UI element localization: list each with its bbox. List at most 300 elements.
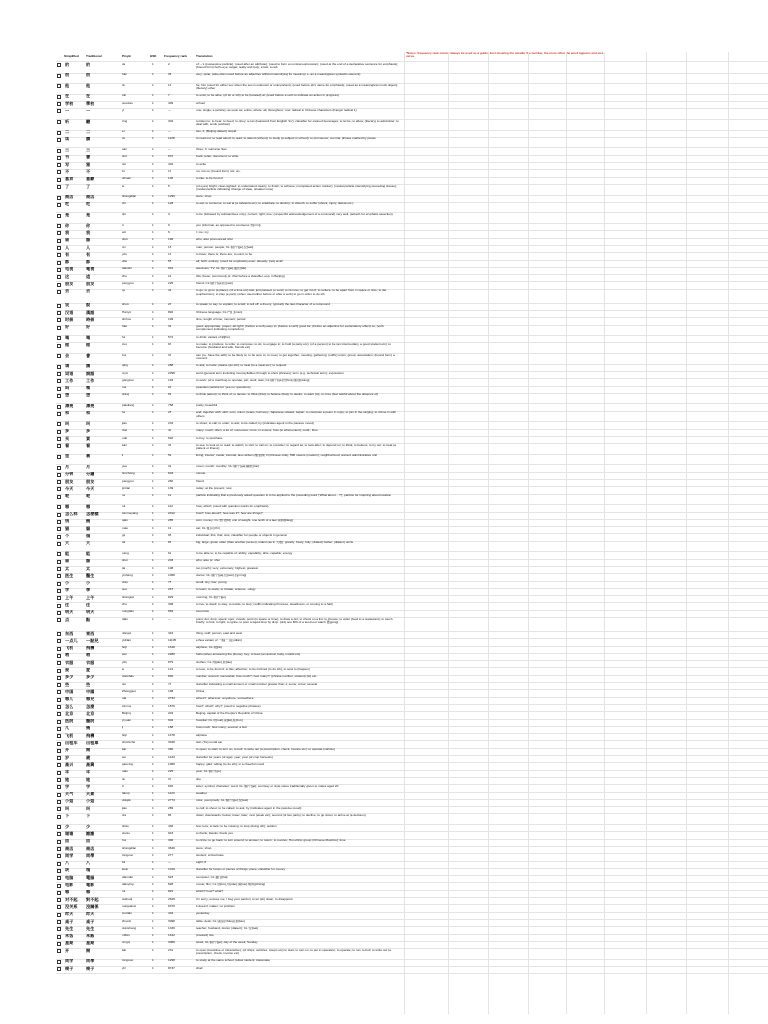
row-checkbox[interactable] [57,372,61,376]
row-checkbox[interactable] [57,365,61,369]
translation-cell: big; large; great; older (than another person); eldest (as in 大姐); greatly; freely; fully; (dialect) father; (dialect) uncle [196,541,354,545]
row-checkbox[interactable] [57,705,61,709]
hsk-cell: 1 [152,934,154,938]
hsk-cell: 1 [152,494,154,498]
translation-cell: airplane; CL:架[jià] [196,646,222,650]
frequency-cell: — [168,861,172,865]
row-checkbox[interactable] [57,876,61,880]
translation-cell: television; TV; CL:個|个[gè],臺|台[tái] [196,267,246,271]
row-checkbox[interactable] [57,163,61,167]
hsk-cell: 1 [152,108,154,112]
row-checkbox[interactable] [57,120,61,124]
pinyin-cell: mǎi [122,436,127,440]
pinyin-cell: wèi [122,653,127,657]
row-checkbox[interactable] [57,949,61,953]
frequency-cell: — [168,617,172,621]
row-checkbox[interactable] [57,138,61,142]
hsk-cell: 1 [152,519,154,523]
traditional-cell: 星期 [86,940,95,946]
traditional-cell: 字 [86,784,91,789]
row-checkbox[interactable] [57,807,61,811]
simplified-cell: 点 [65,617,70,622]
simplified-cell: 医生 [65,573,74,578]
translation-cell: to see; to look at; to read; to watch; to visit; to call on; to consider; to regard as; to look after; to depend on; to think; to believe; to try out; to treat (a patient or illness) [196,443,397,451]
row-checkbox[interactable] [57,246,61,250]
simplified-cell: 个 [65,533,70,538]
translation-cell: one; single; a (article); as soon as; entire; whole; all; throughout; 'one' radical in Chinese characters (Kangxi radical 1) [196,108,357,112]
row-checkbox[interactable] [57,589,61,593]
row-checkbox[interactable] [57,304,61,308]
row-checkbox[interactable] [57,283,61,287]
row-checkbox[interactable] [57,778,61,782]
frequency-cell: 1128 [168,137,175,141]
row-checkbox[interactable] [57,749,61,753]
frequency-cell: 1612 [168,934,175,938]
pinyin-cell: èr [122,130,125,134]
row-checkbox[interactable] [57,884,61,888]
pinyin-cell: dú [122,137,126,141]
frequency-cell: 24 [168,386,172,390]
pinyin-cell: míngtiān [122,610,134,614]
traditional-cell: 同學 [86,958,95,964]
traditional-cell: 嗎 [86,385,91,391]
row-checkbox[interactable] [57,840,61,844]
hsk-cell: 1 [152,668,154,671]
simplified-cell: 朋友 [65,281,74,286]
translation-cell: to eat; to consume; to eat at (a cafeteria etc); to eradicate; to destroy; to absorb; to suffer (shock, injury, defeat etc.) [196,202,354,206]
row-checkbox[interactable] [57,560,61,564]
hsk-cell: 1 [152,926,154,930]
row-checkbox[interactable] [57,405,61,409]
traditional-cell: 小 [86,580,91,586]
row-checkbox[interactable] [57,326,61,330]
row-checkbox[interactable] [57,535,61,539]
hsk-cell: 1 [152,748,154,752]
row-checkbox[interactable] [57,290,61,294]
pinyin-cell: kāi [122,748,126,752]
simplified-cell: 爱 [65,667,70,672]
row-checkbox[interactable] [57,131,61,135]
pinyin-cell: hē [122,335,126,339]
hsk-cell: 1 [152,512,154,516]
translation-cell: tomorrow [196,610,209,614]
hsk-cell: 1 [152,378,154,382]
pinyin-cell: sān [122,148,127,151]
row-checkbox[interactable] [57,654,61,658]
row-checkbox[interactable] [57,742,61,746]
row-checkbox[interactable] [57,832,61,836]
frequency-cell: 302 [168,119,174,123]
row-checkbox[interactable] [57,552,61,556]
row-checkbox[interactable] [57,444,61,448]
translation-cell: how; which; (used with question words for emphasis) [196,504,269,508]
frequency-cell: 5 [168,184,170,188]
simplified-cell: 大 [65,540,70,546]
row-checkbox[interactable] [57,513,61,517]
row-checkbox[interactable] [57,336,61,340]
row-checkbox[interactable] [57,676,61,680]
row-checkbox[interactable] [57,422,61,426]
header-row [56,52,768,62]
pinyin-cell: qǐng [122,364,128,368]
row-checkbox[interactable] [57,800,61,804]
row-checkbox[interactable] [57,268,61,272]
simplified-cell: 飞机 [65,645,74,651]
row-checkbox[interactable] [57,942,61,946]
translation-cell: to thank; thanks; thank you [196,831,233,835]
traditional-cell: 商店 [86,194,95,200]
row-checkbox[interactable] [57,344,61,348]
simplified-cell: 想 [65,392,70,398]
pinyin-cell: Zhōngguó [122,689,136,693]
frequency-cell: 128 [168,202,174,206]
row-checkbox[interactable] [57,275,61,279]
pinyin-cell: diǎn [122,617,128,621]
simplified-cell: 时候 [65,317,74,322]
traditional-cell: 謝謝 [86,831,95,836]
row-checkbox[interactable] [57,156,61,160]
frequency-cell: 1618 [168,646,175,650]
pinyin-cell: piàoliang [122,404,135,407]
traditional-cell: 北京 [86,711,95,716]
row-checkbox[interactable] [57,618,61,622]
simplified-cell: 怎么 [65,704,74,709]
row-checkbox[interactable] [57,913,61,917]
row-checkbox[interactable] [57,632,61,636]
translation-cell: she [196,777,201,781]
hsk-cell: 1 [152,184,154,188]
pinyin-cell: néng [122,551,129,555]
frequency-cell: 234 [168,421,174,425]
pinyin-cell: gāoxìng [122,762,134,766]
row-checkbox[interactable] [57,611,61,615]
row-checkbox[interactable] [57,430,61,434]
pinyin-cell: jiào [122,421,127,425]
pinyin-cell: nǎ [122,504,126,508]
row-checkbox[interactable] [57,109,61,113]
frequency-cell: 285 [168,519,174,523]
pinyin-cell: māo [122,526,129,530]
row-checkbox[interactable] [57,690,61,694]
row-checkbox[interactable] [57,74,61,78]
simplified-cell: 工作 [65,378,74,383]
simplified-cell: 喂 [65,652,70,658]
hsk-cell: 1 [152,814,154,817]
translation-cell: book; letter; document; to write [196,155,239,159]
row-checkbox[interactable] [57,487,61,491]
translation-cell: China [196,689,205,693]
row-checkbox[interactable] [57,661,61,665]
row-checkbox[interactable] [57,793,61,797]
frequency-cell: 37 [168,777,172,781]
hsk-cell: 1 [152,762,154,766]
hsk-cell: 1 [152,959,154,963]
pinyin-cell: dà [122,541,126,545]
hsk-cell: 1 [152,238,154,242]
simplified-cell: 下 [65,813,70,818]
translation-cell: particle indicating that a previously asked question is to be applied to the preceding word ('What about ...?'); particle for inquiring about location [196,494,392,498]
pinyin-cell: xīngqī [122,941,131,945]
vocab-row [56,617,768,632]
translation-cell: weather [196,792,208,796]
frequency-cell: 1123 [168,792,175,796]
row-checkbox[interactable] [57,854,61,858]
traditional-cell: 是 [86,212,91,217]
simplified-cell: 买 [65,436,70,441]
simplified-cell: 很 [65,72,70,78]
row-checkbox[interactable] [57,815,61,819]
frequency-cell: 193 [168,378,174,382]
row-checkbox[interactable] [57,683,61,687]
hsk-cell: 1 [152,310,154,314]
traditional-cell: 學校 [86,101,95,106]
frequency-cell: 203 [168,711,174,715]
row-checkbox[interactable] [57,734,61,738]
traditional-cell: 了 [86,184,91,189]
translation-cell: classifier indicating a small amount or small number greater than 1; some; a few; several [196,682,318,686]
row-checkbox[interactable] [57,898,61,902]
traditional-cell: 書 [86,154,91,160]
row-checkbox[interactable] [57,387,61,391]
traditional-cell: 朋友 [86,281,95,286]
row-checkbox[interactable] [57,437,61,441]
hsk-cell: 1 [152,697,154,701]
traditional-cell: 詞語 [86,371,95,376]
translation-cell: to write [196,162,206,166]
row-checkbox[interactable] [57,149,61,153]
row-checkbox[interactable] [57,604,61,608]
row-checkbox[interactable] [57,318,61,322]
translation-cell: too (much); very; extremely; highest; greatest [196,566,259,570]
row-checkbox[interactable] [57,847,61,851]
pinyin-cell: shāngdiàn [122,195,137,199]
row-checkbox[interactable] [57,495,61,499]
traditional-cell: 多少 [86,674,95,680]
simplified-cell: 能 [65,551,70,556]
vocab-row [56,966,768,974]
row-checkbox[interactable] [57,574,61,578]
translation-cell: to learn; to study; to imitate; science; -ology [196,588,256,592]
header-simplified: Simplified [64,55,79,58]
row-checkbox[interactable] [57,95,61,99]
traditional-cell: 哪 [86,889,91,895]
row-checkbox[interactable] [57,905,61,909]
row-checkbox[interactable] [57,505,61,509]
row-checkbox[interactable] [57,231,61,235]
row-checkbox[interactable] [57,455,61,459]
hsk-cell: 1 [152,267,154,271]
row-checkbox[interactable] [57,567,61,571]
row-checkbox[interactable] [57,639,61,643]
frequency-cell: 196 [168,238,174,242]
traditional-cell: 醫院 [86,718,95,724]
translation-cell: can (i.e. have the skill); to be likely to; to be sure to; to meet; to get together; meeting; gathering; (suffix) union; group; association; (bound form) a moment [196,353,395,360]
row-checkbox[interactable] [57,712,61,716]
row-checkbox[interactable] [57,466,61,470]
traditional-cell: 漢語 [86,310,95,315]
row-checkbox[interactable] [57,935,61,939]
row-checkbox[interactable] [57,253,61,257]
hsk-cell: 1 [152,252,154,256]
traditional-cell: 椅子 [86,966,95,971]
traditional-cell: 月 [86,464,91,469]
pinyin-cell: duō [122,429,128,433]
frequency-cell: 139 [168,486,174,490]
row-checkbox[interactable] [57,261,61,265]
hsk-cell: 1 [152,83,154,87]
simplified-cell: 三 [65,147,70,152]
frequency-cell: 16 [168,245,172,249]
row-checkbox[interactable] [57,203,61,207]
hsk-cell: 1 [152,436,154,440]
simplified-cell: 开 [65,948,70,953]
row-checkbox[interactable] [57,763,61,767]
frequency-cell: 892 [168,310,174,314]
row-checkbox[interactable] [57,727,61,731]
traditional-cell: 天氣 [86,791,95,797]
row-checkbox[interactable] [57,185,61,189]
row-checkbox[interactable] [57,647,61,651]
traditional-cell: 不 [86,169,91,174]
frequency-cell: 73 [168,682,172,686]
row-checkbox[interactable] [57,869,61,873]
pinyin-cell: de [122,62,126,66]
pinyin-cell: fēijī [122,646,127,650]
row-checkbox[interactable] [57,214,61,218]
pinyin-cell: wǒ [122,230,126,234]
row-checkbox[interactable] [57,785,61,789]
traditional-cell: 哪兒 [86,696,95,702]
row-checkbox[interactable] [57,354,61,358]
row-checkbox[interactable] [57,542,61,546]
translation-cell: friend [196,479,204,483]
hsk-cell: 1 [152,411,154,415]
traditional-cell: 幾 [86,725,91,731]
row-checkbox[interactable] [57,927,61,931]
frequency-cell: 88 [168,814,172,817]
pinyin-cell: le [122,184,125,188]
row-checkbox[interactable] [57,239,61,243]
simplified-cell: 谁 [65,237,70,243]
pinyin-cell: xiě [122,162,126,166]
frequency-cell: 62 [168,551,172,555]
frequency-cell: 14 [168,83,172,87]
simplified-cell: 电影 [65,882,74,887]
frequency-cell: 288 [168,364,174,368]
hsk-cell: 1 [152,617,154,621]
frequency-cell: 603 [168,472,174,476]
hsk-cell: 1 [152,868,154,872]
row-checkbox[interactable] [57,582,61,586]
frequency-cell: 1080 [168,762,175,766]
hsk-cell: 1 [152,711,154,715]
row-checkbox[interactable] [57,394,61,398]
row-checkbox[interactable] [57,379,61,383]
row-checkbox[interactable] [57,480,61,484]
translation-cell: taxi; (Tw) rental car [196,741,223,744]
row-checkbox[interactable] [57,63,61,67]
row-checkbox[interactable] [57,596,61,600]
traditional-cell: 和 [86,410,91,416]
traditional-cell: 怎麼樣 [86,511,99,517]
row-checkbox[interactable] [57,756,61,760]
simplified-cell: 先生 [65,926,74,931]
simplified-cell: 哪 [65,889,70,895]
traditional-cell: 好 [86,324,91,330]
row-checkbox[interactable] [57,473,61,477]
translation-cell: morning; CL:個|个[gè] [196,595,226,599]
pinyin-cell: zuótiān [122,912,132,916]
row-checkbox[interactable] [57,920,61,924]
row-checkbox[interactable] [57,527,61,531]
row-checkbox[interactable] [57,178,61,182]
hsk-cell: 1 [152,839,154,843]
row-checkbox[interactable] [57,669,61,673]
hsk-cell: 1 [152,559,154,563]
frequency-note: *Notes: frequency rank cannot always be used as a guide. Just showing the smaller the number, the more often the word appears and vice versa. [406,52,604,59]
simplified-cell: 衣服 [65,660,74,665]
hsk-cell: 1 [152,443,154,447]
hsk-cell: 1 [152,588,154,592]
hsk-cell: 1 [152,526,154,530]
traditional-cell: 衣服 [86,660,95,665]
pinyin-cell: shíhou [122,317,132,321]
simplified-cell: 听 [65,119,70,124]
traditional-cell: 想 [86,392,91,398]
simplified-cell: 北京 [65,711,74,716]
frequency-cell: 69 [168,393,172,397]
row-checkbox[interactable] [57,862,61,866]
row-checkbox[interactable] [57,771,61,775]
row-checkbox[interactable] [57,720,61,724]
row-checkbox[interactable] [57,196,61,200]
traditional-cell: 朋友 [86,479,95,484]
pinyin-cell: tóngxué [122,853,134,857]
hsk-cell: 1 [152,941,154,945]
row-checkbox[interactable] [57,891,61,895]
row-checkbox[interactable] [57,311,61,315]
hsk-cell: 1 [152,486,154,490]
translation-cell: who; also pr. shuí [196,559,221,563]
traditional-cell: 開 [86,747,91,753]
row-checkbox[interactable] [57,698,61,702]
row-checkbox[interactable] [57,825,61,829]
pinyin-cell: Hànyǔ [122,310,131,314]
translation-cell: of; ~'s (possessive particle); (used after an attribute); (used to form a nominal expression); (used at the end of a declarative sentence for emphasis); (bound form) bull's-eye; target; really and truly; a taxi; a cab [196,62,399,69]
pinyin-cell: gè [122,534,126,537]
row-checkbox[interactable] [57,170,61,174]
frequency-cell: 3048 [168,741,175,744]
frequency-cell: 1478 [168,733,175,737]
row-checkbox[interactable] [57,520,61,524]
hsk-cell: 1 [152,386,154,390]
pinyin-cell: tài [122,566,126,570]
row-checkbox[interactable] [57,102,61,106]
row-checkbox[interactable] [57,967,61,971]
frequency-cell: — [168,148,172,151]
row-checkbox[interactable] [57,960,61,964]
pinyin-cell: rén [122,245,127,249]
header-frequency: Frequency rank [164,55,188,58]
row-checkbox[interactable] [57,84,61,88]
simplified-cell: 看 [65,443,70,448]
row-checkbox[interactable] [57,224,61,228]
translation-cell: happy; glad; willing (to do sth); in a cheerful mood [196,762,265,766]
pinyin-cell: yīfu [122,660,127,664]
pinyin-cell: zhè [122,274,127,278]
row-checkbox[interactable] [57,412,61,416]
hsk-cell: 1 [152,682,154,686]
